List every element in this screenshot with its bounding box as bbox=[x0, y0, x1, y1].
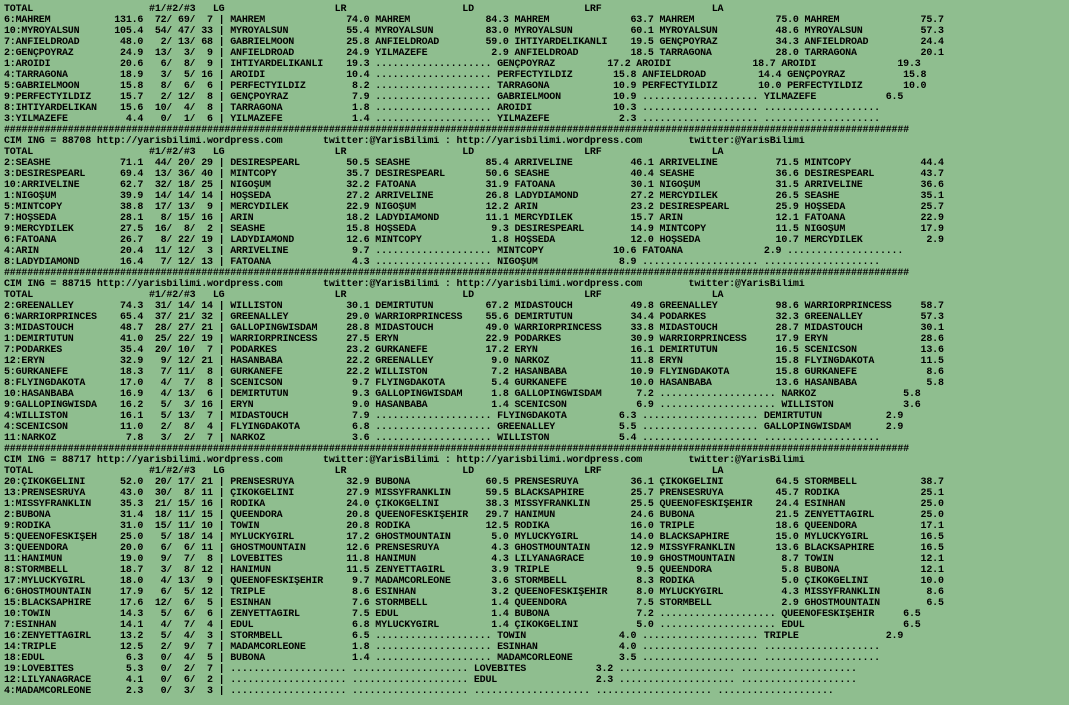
result-line: 6:MAHREM 131.6 72/ 69/ 7 | MAHREM 74.0 MAHREM 84.3 MAHREM 63.7 MAHREM 75.0 MAHREM 75.7 bbox=[4, 15, 944, 26]
result-line: 5:GABRİELMOON 15.8 8/ 6/ 6 | PERFECTYILDIZ 8.2 .................... TARRAGONA 10.9 PERFECTYILDIZ 10.0 PERFECTYILDIZ 10.0 bbox=[4, 81, 927, 92]
race-header-line: CIM ING = 88715 http://yarisbilimi.wordpress.com twitter:@YarisBilimi : http://yarisbilimi.wordpress.com twitter:@YarisBilimi bbox=[4, 279, 805, 290]
result-line: 12:LILYANAGRACE 4.1 0/ 6/ 2 | .................... .................... EDUL 2.3 .................... .................... bbox=[4, 675, 857, 686]
result-line: 19:LOVEBITES 5.3 0/ 2/ 7 | .................... .................... LOVEBITES 3.2 .................... .................... bbox=[4, 664, 857, 675]
result-line: 2:GREENALLEY 74.3 31/ 14/ 14 | WILLISTON 30.1 DEMİRTÜTÜN 67.2 MIDASTOUCH 49.8 GREENALLEY 98.6 WARRIORPRINCESS 58.7 bbox=[4, 301, 944, 312]
result-line: 1:DEMİRTÜTÜN 41.0 25/ 22/ 19 | WARRIORPRINCESS 27.5 ERYN 22.9 PODARKES 30.9 WARRIORPRINCESS 17.9 ERYN 28.6 bbox=[4, 334, 944, 345]
result-line: 9:RODIKA 31.0 15/ 11/ 10 | TOWIN 20.8 RODIKA 12.5 RODIKA 16.0 TRIPLE 18.6 QUEENDORA 17.1 bbox=[4, 521, 944, 532]
result-line: 4:TARRAGONA 18.9 3/ 5/ 16 | AROIDI 10.4 .................... PERFECTYILDIZ 15.8 ANFIELDROAD 14.4 GENÇPOYRAZ 15.8 bbox=[4, 70, 927, 81]
result-line: 4:WILLISTON 16.1 5/ 13/ 7 | MIDASTOUCH 7.9 .................... FLYINGDAKOTA 6.3 .................... DEMİRTÜTÜN 2.9 bbox=[4, 411, 904, 422]
result-line: 3:DESIRESPEARL 69.4 13/ 36/ 40 | MINTCOPY 35.7 DESIRESPEARL 50.6 SEASHE 40.4 SEASHE 36.6 DESIRESPEARL 43.7 bbox=[4, 169, 944, 180]
result-line: 10:TOWIN 14.3 5/ 6/ 6 | ZENYETTAGIRL 7.5 EDUL 1.4 BUBONA 7.2 .................... QUEENOFESKİŞEHİR 6.5 bbox=[4, 609, 921, 620]
result-line: 11:HANİMUN 19.0 9/ 7/ 8 | LOVEBITES 11.8 HANİMUN 4.3 LILYANAGRACE 10.9 GHOSTMOUNTAIN 8.7 TOWIN 12.1 bbox=[4, 554, 944, 565]
result-line: 10:ARRIVELINE 62.7 32/ 18/ 25 | NİGOŞUM 32.2 FATOANA 31.9 FATOANA 30.1 NİGOŞUM 31.5 ARRIVELINE 36.6 bbox=[4, 180, 944, 191]
column-header-line: TOTAL #1/#2/#3 LG LR LD LRF LA bbox=[4, 147, 724, 158]
result-line: 3:QUEENDORA 20.0 6/ 6/ 11 | GHOSTMOUNTAIN 12.6 PRENSESRUYA 4.3 GHOSTMOUNTAIN 12.9 MISSYFRANKLIN 13.6 BLACKSAPHIRE 16.5 bbox=[4, 543, 944, 554]
result-line: 16:ZENYETTAGIRL 13.2 5/ 4/ 3 | STORMBELL 6.5 .................... TOWIN 4.0 .................... TRIPLE 2.9 bbox=[4, 631, 904, 642]
result-line: 8:LADYDIAMOND 16.4 7/ 12/ 13 | FATOANA 4.3 .................... NİGOŞUM 8.9 .................... .................... bbox=[4, 257, 880, 268]
result-line: 2:GENÇPOYRAZ 24.9 13/ 3/ 9 | ANFIELDROAD 24.9 YILMAZEFE 2.9 ANFIELDROAD 18.5 TARRAGONA 28.0 TARRAGONA 20.1 bbox=[4, 48, 944, 59]
result-line: 17:MYLUCKYGIRL 18.0 4/ 13/ 9 | QUEENOFESKİŞEHİR 9.7 MADAMCORLEONE 3.6 STORMBELL 8.3 RODIKA 5.0 ÇIKOKGELİNİ 10.0 bbox=[4, 576, 944, 587]
result-line: 11:NARKOZ 7.8 3/ 2/ 7 | NARKOZ 3.6 .................... WILLISTON 5.4 .................... .................... bbox=[4, 433, 880, 444]
result-line: 14:TRIPLE 12.5 2/ 9/ 7 | MADAMCORLEONE 1.8 .................... ESİNHAN 4.0 .................... .................... bbox=[4, 642, 880, 653]
result-line: 1:MISSYFRANKLIN 35.3 21/ 15/ 16 | RODIKA 24.0 ÇIKOKGELİNİ 38.3 MISSYFRANKLIN 25.5 QUEENOFESKİŞEHİR 24.4 ESİNHAN 25.0 bbox=[4, 499, 944, 510]
race-header-line: CIM ING = 88717 http://yarisbilimi.wordpress.com twitter:@YarisBilimi : http://yarisbilimi.wordpress.com twitter:@YarisBilimi bbox=[4, 455, 805, 466]
result-line: 10:MYROYALSUN 105.4 54/ 47/ 33 | MYROYALSUN 55.4 MYROYALSUN 83.0 MYROYALSUN 60.1 MYROYALSUN 48.6 MYROYALSUN 57.3 bbox=[4, 26, 944, 37]
column-header-line: TOTAL #1/#2/#3 LG LR LD LRF LA bbox=[4, 4, 724, 15]
result-line: 6:FATOANA 26.7 8/ 22/ 19 | LADYDIAMOND 12.6 MINTCOPY 1.8 HOŞSEDA 12.0 HOŞSEDA 10.7 MERCYDİLEK 2.9 bbox=[4, 235, 944, 246]
result-line: 15:BLACKSAPHIRE 17.6 12/ 6/ 5 | ESİNHAN 7.6 STORMBELL 1.4 QUEENDORA 7.5 STORMBELL 2.9 GHOSTMOUNTAIN 6.5 bbox=[4, 598, 944, 609]
result-line: 2:SEASHE 71.1 44/ 20/ 29 | DESIRESPEARL 50.5 SEASHE 85.4 ARRIVELINE 46.1 ARRIVELINE 71.5 MINTCOPY 44.4 bbox=[4, 158, 944, 169]
result-line: 20:ÇIKOKGELİNİ 52.0 20/ 17/ 21 | PRENSESRUYA 32.9 BUBONA 60.5 PRENSESRUYA 36.1 ÇIKOKGELİNİ 64.5 STORMBELL 38.7 bbox=[4, 477, 944, 488]
result-line: 4:SCENICSON 11.0 2/ 8/ 4 | FLYINGDAKOTA 6.8 .................... GREENALLEY 5.5 .................... GALLOPINGWISDAM 2.9 bbox=[4, 422, 904, 433]
result-line: 12:ERYN 32.9 9/ 12/ 21 | HASANBABA 22.2 GREENALLEY 9.0 NARKOZ 11.8 ERYN 15.8 FLYINGDAKOTA 11.5 bbox=[4, 356, 944, 367]
result-line: 5:QUEENOFESKİŞEH 25.0 5/ 18/ 14 | MYLUCKYGIRL 17.2 GHOSTMOUNTAIN 5.0 MYLUCKYGIRL 14.0 BLACKSAPHIRE 15.0 MYLUCKYGIRL 16.5 bbox=[4, 532, 944, 543]
result-line: 13:PRENSESRUYA 43.0 30/ 8/ 11 | ÇIKOKGELİNİ 27.9 MISSYFRANKLIN 59.5 BLACKSAPHIRE 25.7 PRENSESRUYA 45.7 RODIKA 25.1 bbox=[4, 488, 944, 499]
separator-line: ############################################################################################################################################################ bbox=[4, 125, 909, 136]
result-line: 7:ESİNHAN 14.1 4/ 7/ 4 | EDUL 6.8 MYLUCKYGIRL 1.4 ÇIKOKGELİNİ 5.0 .................... EDUL 6.5 bbox=[4, 620, 921, 631]
result-line: 8:FLYINGDAKOTA 17.0 4/ 7/ 8 | SCENICSON 9.7 FLYINGDAKOTA 5.4 GÜRKANEFE 10.0 HASANBABA 13.6 HASANBABA 5.8 bbox=[4, 378, 944, 389]
column-header-line: TOTAL #1/#2/#3 LG LR LD LRF LA bbox=[4, 466, 724, 477]
result-line: 7:HOŞSEDA 28.1 8/ 15/ 16 | ARİN 18.2 LADYDIAMOND 11.1 MERCYDİLEK 15.7 ARİN 12.1 FATOANA 22.9 bbox=[4, 213, 944, 224]
result-line: 8:İHTİYARDELİKAN 15.6 10/ 4/ 8 | TARRAGONA 1.8 .................... AROIDI 10.3 .................... .................... bbox=[4, 103, 880, 114]
result-line: 6:GHOSTMOUNTAIN 17.9 6/ 5/ 12 | TRIPLE 8.6 ESİNHAN 3.2 QUEENOFESKİŞEHİR 8.0 MYLUCKYGIRL 4.3 MISSYFRANKLIN 8.6 bbox=[4, 587, 944, 598]
result-line: 7:ANFIELDROAD 48.0 2/ 13/ 68 | GABRİELMOON 25.8 ANFIELDROAD 59.0 İHTİYARDELİKANLI 19.5 GENÇPOYRAZ 34.3 ANFIELDROAD 24.4 bbox=[4, 37, 944, 48]
result-line: 18:EDUL 6.3 0/ 4/ 5 | BUBONA 1.4 .................... MADAMCORLEONE 3.5 .................... .................... bbox=[4, 653, 880, 664]
result-line: 4:MADAMCORLEONE 2.3 0/ 3/ 3 | .................... .................... .................... .................... .................... bbox=[4, 686, 834, 697]
result-line: 3:YILMAZEFE 4.4 0/ 1/ 6 | YILMAZEFE 1.4 .................... YILMAZEFE 2.3 .................... .................... bbox=[4, 114, 880, 125]
result-line: 1:NİGOŞUM 39.9 14/ 14/ 14 | HOŞSEDA 27.2 ARRIVELINE 26.8 LADYDIAMOND 27.2 MERCYDİLEK 26.5 SEASHE 35.1 bbox=[4, 191, 944, 202]
separator-line: ############################################################################################################################################################ bbox=[4, 444, 909, 455]
results-listing bbox=[4, 4, 944, 697]
race-header-line: CIM ING = 88708 http://yarisbilimi.wordpress.com twitter:@YarisBilimi : http://yarisbilimi.wordpress.com twitter:@YarisBilimi bbox=[4, 136, 805, 147]
result-line: 6:WARRIORPRINCES 65.4 37/ 21/ 32 | GREENALLEY 29.0 WARRIORPRINCESS 55.6 DEMİRTÜTÜN 34.4 PODARKES 32.3 GREENALLEY 57.3 bbox=[4, 312, 944, 323]
result-line: 9:PERFECTYILDIZ 15.7 2/ 12/ 8 | GENÇPOYRAZ 7.9 .................... GABRİELMOON 10.9 .................... YILMAZEFE 6.5 bbox=[4, 92, 904, 103]
column-header-line: TOTAL #1/#2/#3 LG LR LD LRF LA bbox=[4, 290, 724, 301]
result-line: 4:ARİN 20.4 11/ 12/ 3 | ARRIVELINE 9.7 .................... MINTCOPY 10.6 FATOANA 2.9 .................... bbox=[4, 246, 904, 257]
result-line: 8:STORMBELL 18.7 3/ 8/ 12 | HANİMUN 11.5 ZENYETTAGIRL 3.9 TRIPLE 9.5 QUEENDORA 5.8 BUBONA 12.1 bbox=[4, 565, 944, 576]
result-line: 5:GÜRKANEFE 18.3 7/ 11/ 8 | GÜRKANEFE 22.2 WILLISTON 7.2 HASANBABA 10.9 FLYINGDAKOTA 15.8 GÜRKANEFE 8.6 bbox=[4, 367, 944, 378]
separator-line: ############################################################################################################################################################ bbox=[4, 268, 909, 279]
result-line: 2:BUBONA 31.4 18/ 11/ 15 | QUEENDORA 20.8 QUEENOFESKİŞEHİR 29.7 HANİMUN 24.6 BUBONA 21.5 ZENYETTAGIRL 25.0 bbox=[4, 510, 944, 521]
result-line: 10:HASANBABA 16.9 4/ 13/ 6 | DEMİRTÜTÜN 9.3 GALLOPINGWISDAM 1.8 GALLOPINGWISDAM 7.2 .................... NARKOZ 5.8 bbox=[4, 389, 921, 400]
result-line: 5:MINTCOPY 38.8 17/ 13/ 9 | MERCYDİLEK 22.9 NİGOŞUM 12.2 ARİN 23.2 DESIRESPEARL 25.9 HOŞSEDA 25.7 bbox=[4, 202, 944, 213]
result-line: 3:MIDASTOUCH 48.7 28/ 27/ 21 | GALLOPINGWISDAM 28.8 MIDASTOUCH 49.0 WARRIORPRINCESS 33.8 MIDASTOUCH 28.7 MIDASTOUCH 30.1 bbox=[4, 323, 944, 334]
result-line: 1:AROIDI 20.6 6/ 8/ 9 | İHTİYARDELİKANLI 19.3 .................... GENÇPOYRAZ 17.2 AROIDI 18.7 AROIDI 19.3 bbox=[4, 59, 921, 70]
result-line: 9:MERCYDİLEK 27.5 16/ 8/ 2 | SEASHE 15.8 HOŞSEDA 9.3 DESIRESPEARL 14.9 MINTCOPY 11.5 NİGOŞUM 17.9 bbox=[4, 224, 944, 235]
result-line: 7:PODARKES 35.4 20/ 10/ 7 | PODARKES 23.2 GÜRKANEFE 17.2 ERYN 16.1 DEMİRTÜTÜN 16.5 SCENICSON 13.6 bbox=[4, 345, 944, 356]
result-line: 9:GALLOPINGWISDA 16.2 5/ 3/ 16 | ERYN 9.0 HASANBABA 1.4 SCENICSON 6.9 .................... WILLISTON 3.6 bbox=[4, 400, 921, 411]
